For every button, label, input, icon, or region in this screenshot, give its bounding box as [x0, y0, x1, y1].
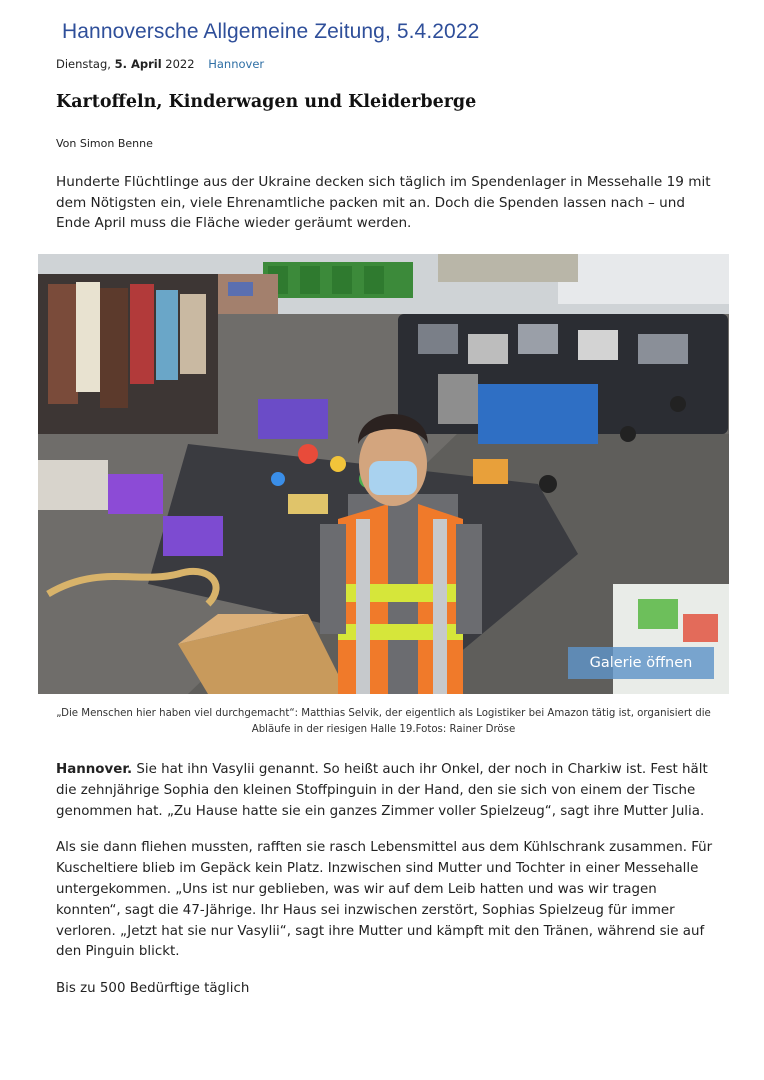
article-body [56, 760, 720, 1016]
body-paragraph-1-text: Sie hat ihn Vasylii genannt. So heißt auch ihr Onkel, der noch in Charkiw ist. Fest hält die zehnjährige Sophia den kleinen Stoffpinguin in der Hand, den sie sich von einem der Tische genommen hat. „Zu Hause hatte sie ein ganzes Zimmer voller Spielzeug“, sagt ihre Mutter Julia. [56, 762, 708, 819]
article-lead [56, 172, 716, 234]
meta-year: 2022 [165, 57, 195, 71]
article-photo[interactable] [38, 254, 729, 694]
article-headline: Kartoffeln, Kinderwagen und Kleiderberge [56, 92, 477, 112]
meta-weekday: Dienstag, [56, 57, 111, 71]
warehouse-photo-illustration [38, 254, 729, 694]
photo-caption: „Die Menschen hier haben viel durchgemacht“: Matthias Selvik, der eigentlich als Logistiker bei Amazon tätig ist, organisiert die Abläufe in der riesigen Halle 19.Fotos: Rainer Dröse [56, 708, 711, 735]
section-link[interactable]: Hannover [208, 57, 265, 71]
lead-paragraph: Hunderte Flüchtlinge aus der Ukraine decken sich täglich im Spendenlager in Messehalle 19 mit dem Nötigsten ein, viele Ehrenamtliche packen mit an. Doch die Spenden lassen nach – und Ende April muss die Fläche wieder geräumt werden. [56, 174, 711, 231]
dateline: Hannover. [56, 762, 133, 777]
body-paragraph-2: Als sie dann fliehen mussten, rafften sie rasch Lebensmittel aus dem Kühlschrank zusammen. Für Kuscheltiere blieb im Gepäck kein Platz. Inzwischen sind Mutter und Tochter in einer Messehalle untergekommen. „Uns ist nur geblieben, was wir auf dem Leib hatten und was wir tragen konnten“, sagt die 47-Jährige. Ihr Haus sei inzwischen zerstört, Sophias Spielzeug für immer verloren. „Jetzt hat sie nur Vasylii“, sagt ihre Mutter und kämpft mit den Tränen, während sie auf den Pinguin blickt. [56, 840, 713, 960]
open-gallery-button[interactable]: Galerie öffnen [568, 647, 714, 679]
body-subhead: Bis zu 500 Bedürftige täglich [56, 981, 250, 997]
newspaper-masthead: Hannoversche Allgemeine Zeitung, 5.4.2022 [62, 20, 480, 43]
body-paragraph-1 [56, 760, 720, 822]
meta-date: 5. April [114, 57, 162, 71]
article-byline: Von Simon Benne [56, 137, 153, 150]
article-meta [56, 57, 264, 71]
